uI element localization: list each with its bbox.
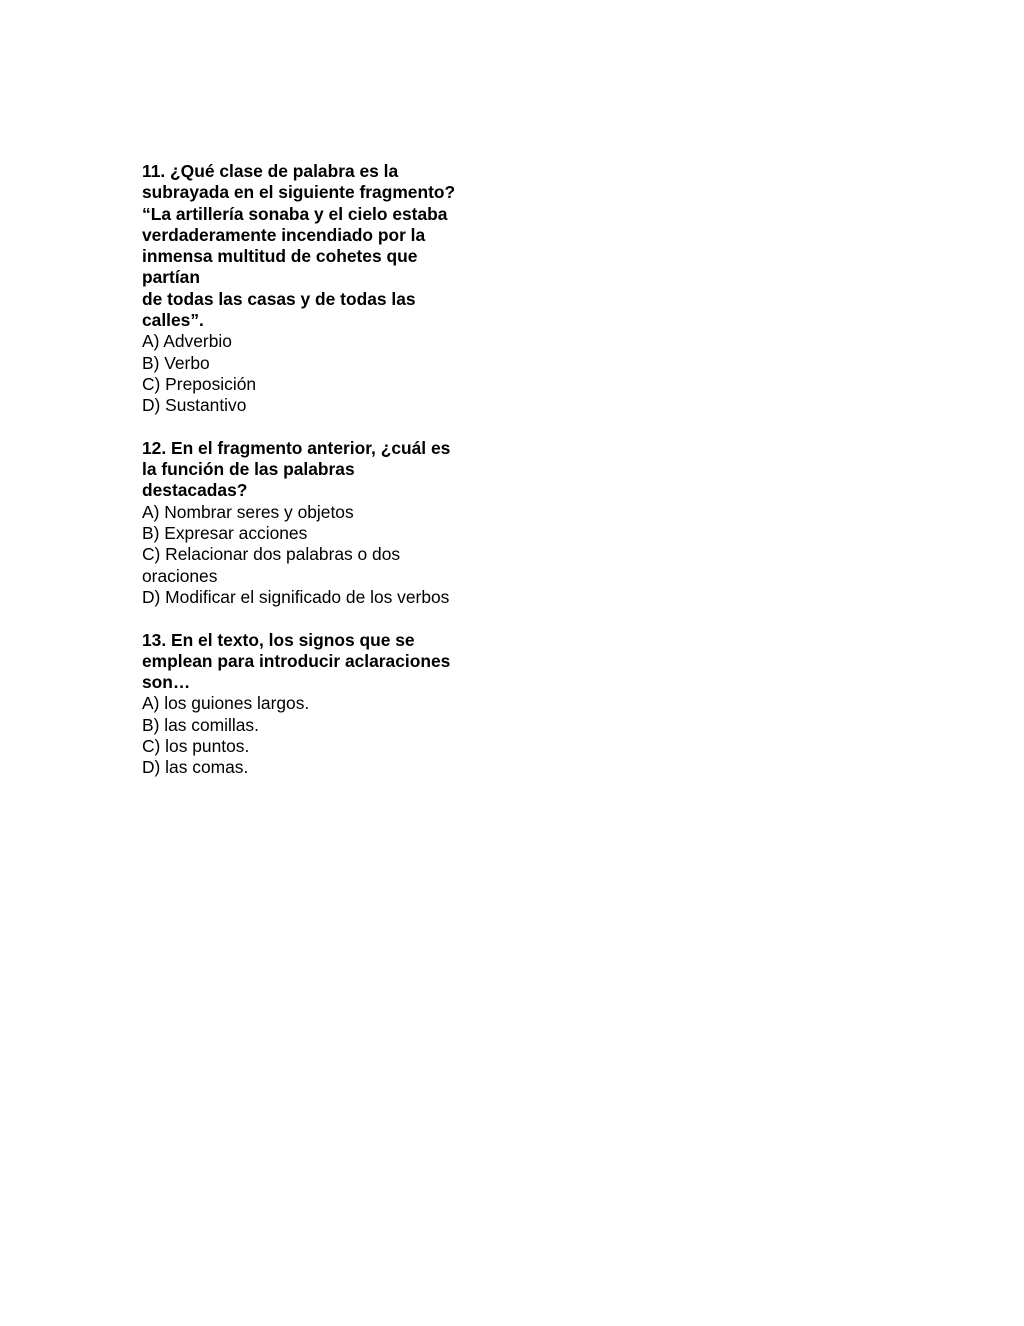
question-11-option-c: C) Preposición [142, 373, 257, 394]
question-13-option-a: A) los guiones largos. [142, 693, 310, 714]
question-11-stem-line: calles”. [142, 310, 204, 331]
question-13-stem-line: 13. En el texto, los signos que se [142, 629, 415, 650]
question-12-option-c: C) Relacionar dos palabras o dos [142, 544, 401, 565]
question-11 [142, 161, 487, 417]
question-11-stem-line: subrayada en el siguiente fragmento? [142, 182, 456, 203]
question-12-option-c-continued: oraciones [142, 565, 218, 586]
question-13 [142, 630, 487, 779]
question-11-stem-line: “La artillería sonaba y el cielo estaba [142, 203, 448, 224]
question-12-stem-line: la función de las palabras [142, 459, 355, 480]
question-12 [142, 438, 487, 608]
question-12-option-b: B) Expresar acciones [142, 523, 308, 544]
question-13-option-d: D) las comas. [142, 757, 249, 778]
question-11-stem-line: inmensa multitud de cohetes que [142, 246, 418, 267]
question-11-stem-line: 11. ¿Qué clase de palabra es la [142, 161, 399, 181]
question-12-option-d: D) Modificar el significado de los verbos [142, 586, 450, 607]
question-13-option-b: B) las comillas. [142, 714, 259, 735]
question-13-stem-line: emplean para introducir aclaraciones [142, 650, 451, 671]
question-11-option-b: B) Verbo [142, 352, 210, 373]
question-13-stem-line: son… [142, 672, 191, 693]
question-12-stem-line: destacadas? [142, 480, 248, 501]
question-12-stem-line: 12. En el fragmento anterior, ¿cuál es [142, 437, 451, 458]
question-11-option-a: A) Adverbio [142, 331, 232, 352]
question-11-stem-line: partían [142, 267, 200, 288]
question-11-stem-line: de todas las casas y de todas las [142, 288, 416, 309]
questions-column [142, 161, 487, 800]
question-12-option-a: A) Nombrar seres y objetos [142, 501, 354, 522]
question-11-stem-line: verdaderamente incendiado por la [142, 224, 426, 245]
question-13-option-c: C) los puntos. [142, 736, 250, 757]
question-11-option-d: D) Sustantivo [142, 395, 247, 416]
